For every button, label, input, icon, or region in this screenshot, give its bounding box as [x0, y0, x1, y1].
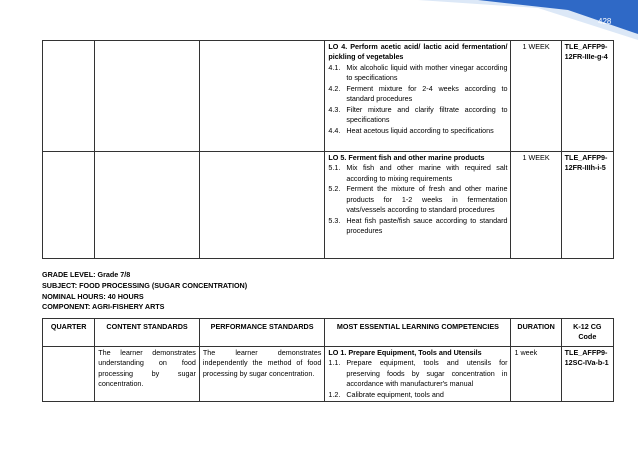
list-item: 4.1. Mix alcoholic liquid with mother vinegar according to specifications — [328, 62, 508, 83]
lo-title: LO 5. Ferment fish and other marine products — [328, 153, 485, 162]
competency-cell — [325, 41, 511, 152]
list-item: 4.2. Ferment mixture for 2-4 weeks according to standard procedures — [328, 83, 508, 104]
curriculum-table — [42, 318, 614, 402]
component: COMPONENT: AGRI-FISHERY ARTS — [42, 302, 165, 312]
code-header: K-12 CG Code — [561, 319, 613, 347]
table-row — [43, 346, 614, 401]
competencies-header: MOST ESSENTIAL LEARNING COMPETENCIES — [325, 319, 511, 347]
performance-standards-cell: The learner demonstrates independently the method of food processing by sugar concentration. — [199, 346, 324, 401]
content-standards-header: CONTENT STANDARDS — [95, 319, 200, 347]
nominal-hours: NOMINAL HOURS: 40 HOURS — [42, 291, 144, 301]
content-standards-cell — [95, 41, 200, 152]
table-row — [43, 152, 614, 259]
grade-level: GRADE LEVEL: Grade 7/8 — [42, 270, 131, 279]
content-standards-cell — [95, 152, 200, 259]
lo-title: LO 4. Perform acetic acid/ lactic acid fermentation/ pickling of vegetables — [328, 42, 508, 62]
quarter-cell — [43, 152, 95, 259]
code-cell: TLE_AFFP9-12FR-IIIh-i-5 — [561, 152, 613, 259]
list-item: 4.4. Heat acetous liquid according to specifications — [328, 125, 494, 135]
course-metadata — [42, 270, 247, 313]
list-item: 4.3. Filter mixture and clarify filtrate according to specifications — [328, 104, 508, 125]
page-number: 428 — [598, 17, 612, 26]
list-item: 5.1. Mix fish and other marine with required salt according to mixing requirements — [328, 163, 508, 183]
duration-cell: 1 WEEK — [511, 41, 561, 152]
duration-cell: 1 WEEK — [511, 152, 561, 259]
quarter-header: QUARTER — [43, 319, 95, 347]
lo-title: LO 1. Prepare Equipment, Tools and Utensils — [328, 347, 482, 357]
competency-cell — [325, 152, 511, 259]
code-cell: TLE_AFFP9-12SC-IVa-b-1 — [561, 346, 613, 401]
duration-header: DURATION — [511, 319, 561, 347]
curriculum-table-continued — [42, 40, 614, 259]
table-row — [43, 41, 614, 152]
quarter-cell — [43, 346, 95, 401]
duration-cell: 1 week — [511, 346, 561, 401]
code-cell: TLE_AFFP9-12FR-IIIe-g-4 — [561, 41, 613, 152]
list-item: 5.2. Ferment the mixture of fresh and other marine products for 1-2 weeks in fermentation vats/vessels according to standard procedures — [328, 184, 508, 215]
competency-cell — [325, 346, 511, 401]
performance-standards-cell — [199, 152, 324, 259]
list-item: 1.1. Prepare equipment, tools and utensils for preserving foods by sugar concentration in accordance with manufacturer's manual — [328, 358, 508, 389]
performance-standards-header: PERFORMANCE STANDARDS — [199, 319, 324, 347]
list-item: 5.3. Heat fish paste/fish sauce according to standard procedures — [328, 215, 508, 236]
subject: SUBJECT: FOOD PROCESSING (SUGAR CONCENTRATION) — [42, 280, 248, 290]
table-header-row — [43, 319, 614, 347]
quarter-cell — [43, 41, 95, 152]
performance-standards-cell — [199, 41, 324, 152]
content-standards-cell: The learner demonstrates understanding on food processing by sugar concentration. — [95, 346, 200, 401]
list-item: 1.2. Calibrate equipment, tools and — [328, 389, 444, 399]
